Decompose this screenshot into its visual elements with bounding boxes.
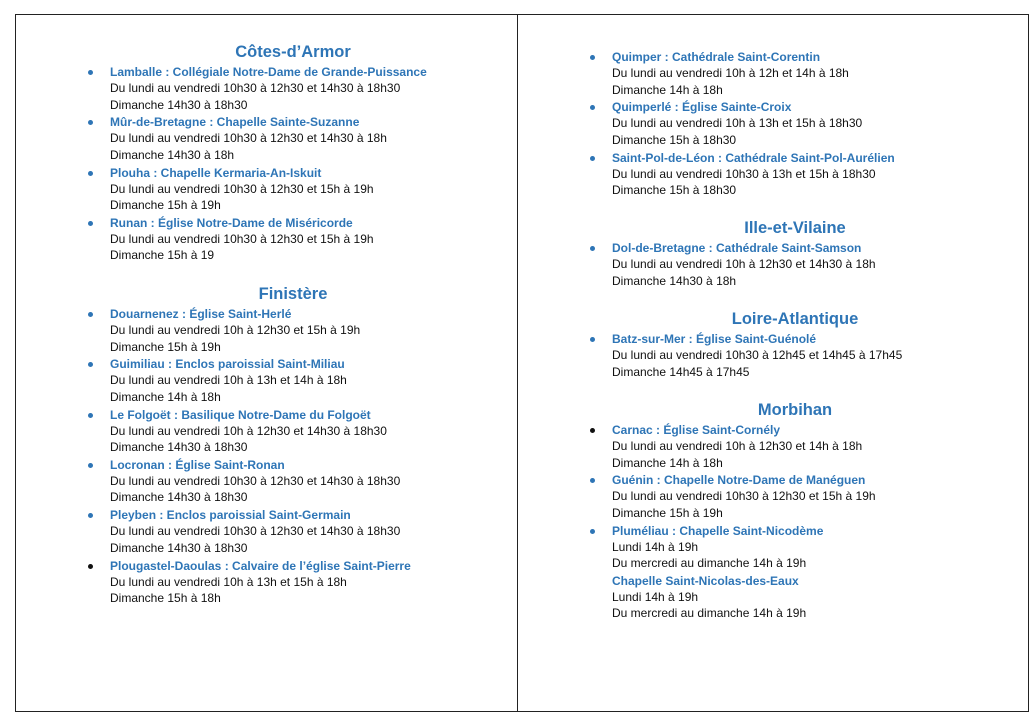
site-entry [590,99,862,148]
site-entry [590,150,895,199]
opening-hours: Dimanche 15h à 19h [110,339,221,354]
opening-hours: Du lundi au vendredi 10h à 12h et 14h à 18h [612,66,849,80]
opening-hours: Du mercredi au dimanche 14h à 19h [612,606,807,621]
site-name: Dol-de-Bretagne : Cathédrale Saint-Samson [612,241,862,255]
site-entry [88,457,400,506]
site-name: Quimper : Cathédrale Saint-Corentin [612,50,821,64]
opening-hours: Dimanche 14h45 à 17h45 [612,364,750,379]
bullet-icon [88,312,93,317]
site-entry [88,114,387,163]
section-heading: Ille-et-Vilaine [744,219,846,237]
site-entry [88,215,374,264]
site-name: Locronan : Église Saint-Ronan [110,457,285,472]
opening-hours: Du lundi au vendredi 10h30 à 12h30 et 14h30 à 18h30 [110,81,401,95]
bullet-icon [88,221,93,226]
site-name: Mûr-de-Bretagne : Chapelle Sainte-Suzanne [110,115,360,130]
opening-hours: Du lundi au vendredi 10h30 à 12h30 et 14h30 à 18h30 [110,473,401,488]
site-name: Saint-Pol-de-Léon : Cathédrale Saint-Pol-Aurélien [612,150,895,165]
site-entry [88,306,360,355]
site-entry [590,331,902,380]
opening-hours: Dimanche 14h30 à 18h30 [110,440,248,455]
site-entry [88,407,387,456]
opening-hours: Dimanche 15h à 18h30 [612,183,737,198]
site-name: Douarnenez : Église Saint-Herlé [110,307,292,321]
section-heading: Finistère [258,285,328,303]
bullet-icon [88,564,93,569]
site-entry [590,422,862,471]
bullet-icon [590,428,595,433]
opening-hours: Dimanche 14h30 à 18h [612,273,737,288]
site-name: Le Folgoët : Basilique Notre-Dame du Folgoët [110,407,371,422]
section-heading: Morbihan [757,401,833,419]
opening-hours: Dimanche 15h à 18h [110,591,221,605]
bullet-icon [590,246,595,251]
opening-hours: Lundi 14h à 19h [612,589,699,604]
bullet-icon [88,463,93,468]
site-entry [88,558,411,607]
opening-hours: Dimanche 14h à 18h [612,82,723,97]
site-entry [590,573,806,622]
opening-hours: Du mercredi au dimanche 14h à 19h [612,556,807,571]
site-name: Plouha : Chapelle Kermaria-An-Iskuit [110,165,322,180]
site-name: Runan : Église Notre-Dame de Miséricorde [110,215,353,230]
opening-hours: Du lundi au vendredi 10h30 à 13h et 15h à 18h30 [612,166,876,181]
bullet-icon [590,55,595,60]
site-entry [88,64,427,113]
opening-hours: Du lundi au vendredi 10h à 13h et 14h à 18h [110,373,347,388]
site-name: Guénin : Chapelle Notre-Dame de Manéguen [612,473,866,488]
opening-hours: Du lundi au vendredi 10h30 à 12h30 et 14h30 à 18h30 [110,524,401,539]
site-entry [88,165,374,214]
opening-hours: Du lundi au vendredi 10h à 12h30 et 15h à 19h [110,323,361,337]
opening-hours: Du lundi au vendredi 10h à 13h et 15h à 18h30 [612,116,863,131]
site-entry [590,523,823,572]
opening-hours: Dimanche 14h à 18h [612,455,723,470]
bullet-icon [590,337,595,342]
opening-hours: Du lundi au vendredi 10h à 12h30 et 14h30 à 18h [612,257,876,271]
site-entry [590,49,849,98]
bullet-icon [590,529,595,534]
opening-hours: Du lundi au vendredi 10h30 à 12h30 et 15h à 19h [110,231,374,246]
opening-hours: Dimanche 15h à 19h [612,505,723,520]
site-name: Batz-sur-Mer : Église Saint-Guénolé [612,332,817,346]
opening-hours: Du lundi au vendredi 10h30 à 12h30 et 15h à 19h [110,181,374,196]
site-name: Pluméliau : Chapelle Saint-Nicodème [612,523,824,538]
opening-hours: Dimanche 14h30 à 18h30 [110,97,248,112]
opening-hours: Du lundi au vendredi 10h à 12h30 et 14h à 18h [612,439,863,453]
opening-hours: Dimanche 14h30 à 18h30 [110,540,248,555]
site-entry [88,507,400,556]
site-entry [88,356,347,405]
site-entry [590,240,876,289]
opening-hours: Dimanche 15h à 19h [110,198,221,213]
site-name: Lamballe : Collégiale Notre-Dame de Grande-Puissance [110,65,427,79]
bullet-icon [590,156,595,161]
bullet-icon [88,70,93,75]
opening-hours: Lundi 14h à 19h [612,539,699,554]
opening-hours: Du lundi au vendredi 10h30 à 12h45 et 14h45 à 17h45 [612,348,903,362]
opening-hours: Du lundi au vendredi 10h30 à 12h30 et 14h30 à 18h [110,131,387,146]
opening-hours: Du lundi au vendredi 10h à 13h et 15h à 18h [110,574,347,589]
opening-hours: Du lundi au vendredi 10h à 12h30 et 14h30 à 18h30 [110,423,387,438]
bullet-icon [88,413,93,418]
opening-hours: Dimanche 14h à 18h [110,389,221,404]
site-name: Pleyben : Enclos paroissial Saint-Germain [110,508,351,523]
site-name: Plougastel-Daoulas : Calvaire de l’église Saint-Pierre [110,558,411,573]
opening-hours: Dimanche 15h à 19 [110,248,215,263]
opening-hours: Dimanche 14h30 à 18h30 [110,490,248,505]
opening-hours: Du lundi au vendredi 10h30 à 12h30 et 15h à 19h [612,489,876,504]
site-entry [590,472,876,521]
section-heading: Loire-Atlantique [731,310,859,328]
site-name: Chapelle Saint-Nicolas-des-Eaux [612,573,799,588]
section-heading: Côtes-d’Armor [235,43,351,61]
site-name: Quimperlé : Église Sainte-Croix [612,100,792,115]
opening-hours: Dimanche 14h30 à 18h [110,147,235,162]
column-divider [517,14,518,712]
site-name: Carnac : Église Saint-Cornély [612,423,781,437]
opening-hours: Dimanche 15h à 18h30 [612,132,737,147]
site-name: Guimiliau : Enclos paroissial Saint-Miliau [110,357,345,372]
bullet-icon [88,171,93,176]
